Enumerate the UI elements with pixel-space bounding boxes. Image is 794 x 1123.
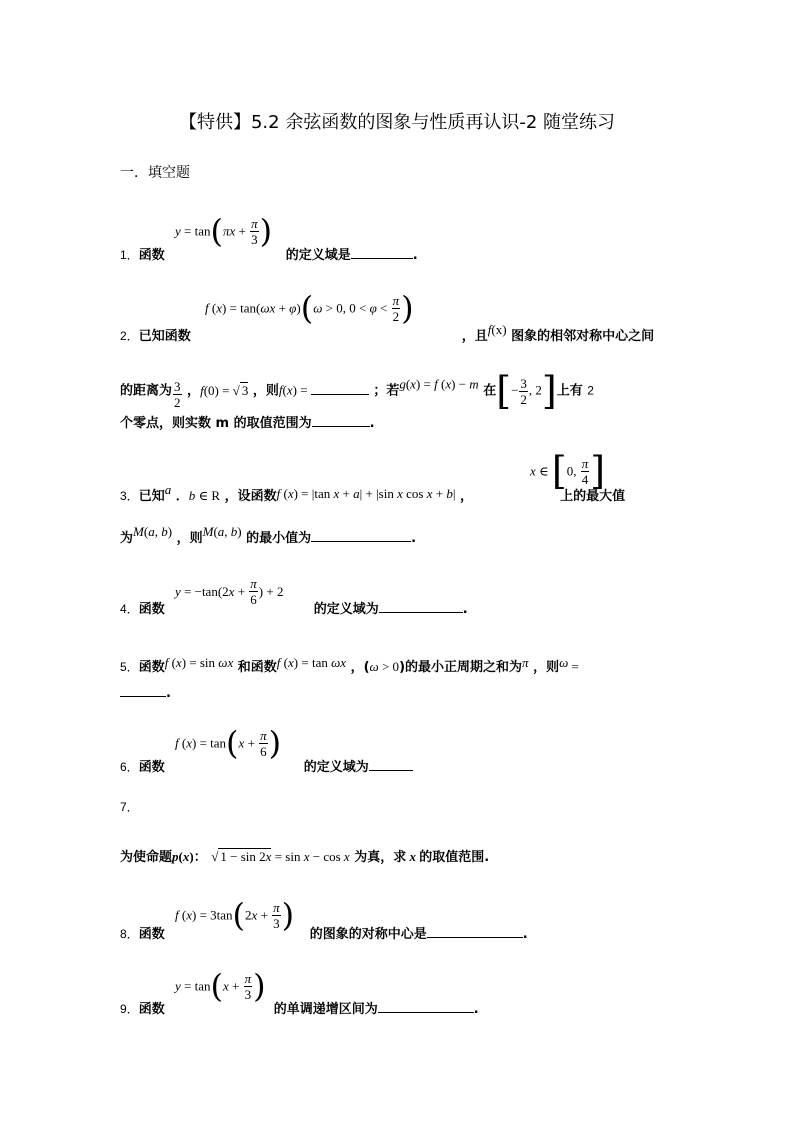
- question-5-line-2: .: [120, 684, 171, 701]
- q1-formula: y = tan(πx + $\frac{\pi}{3}$ ): [175, 212, 273, 250]
- question-1: 1．函数 的定义域是 .: [120, 248, 418, 263]
- question-2-line-3: 个零点，则实数 m 的取值范围为 .: [120, 416, 375, 431]
- answer-blank-8[interactable]: [427, 925, 523, 938]
- section-heading: 一．填空题: [120, 165, 190, 181]
- answer-blank-6[interactable]: [369, 758, 413, 771]
- question-9: 9．函数 的单调递增区间为 .: [120, 1002, 479, 1017]
- question-8: 8．函数 的图象的对称中心是 .: [120, 927, 528, 942]
- question-6: 6．函数 的定义域为: [120, 756, 413, 775]
- q8-formula: f (x) = 3tan(2x + $\frac{\pi}{3}$ ): [175, 896, 295, 934]
- answer-blank-5[interactable]: [120, 684, 166, 697]
- question-7: 为使命题p(x)： √ 1 − sin 2x = sin x − cos x 为真，求 x 的取值范围.: [120, 849, 490, 865]
- answer-blank-2b[interactable]: [312, 414, 370, 427]
- question-2-line-2: 的距离为 $\frac{3}{2}$ ，f(0) = √ 3 ，则f(x) = ；若g(x) = f (x) − m 在[− $\frac{3}{2}$ , 2]上有 2: [120, 369, 594, 413]
- question-4: 4．函数 的定义域为 .: [120, 602, 468, 617]
- answer-blank-3[interactable]: [311, 529, 411, 542]
- answer-blank-2a[interactable]: [311, 382, 369, 395]
- q2-formula: f (x) = tan(ωx + φ)(ω > 0, 0 < φ < $\frac{\pi}{2}$ ): [205, 289, 414, 327]
- answer-blank-1[interactable]: [351, 246, 413, 259]
- page-title: 【特供】5.2 余弦函数的图象与性质再认识-2 随堂练习: [178, 112, 615, 133]
- question-3-line-1: 3．已知a ．b ∈ R ，设函数f (x) = |tan x + a| + |sin x cos x + b| ， 上的最大值: [120, 482, 626, 504]
- question-7-number: 7．: [120, 800, 139, 814]
- answer-blank-4[interactable]: [379, 600, 463, 613]
- question-2-line-1: 2．已知函数 ，且f(x) 图象的相邻对称中心之间: [120, 322, 655, 344]
- answer-blank-9[interactable]: [378, 1000, 474, 1013]
- question-5-line-1: 5．函数f (x) = sin ωx 和函数f (x) = tan ωx ，(ω > 0)的最小正周期之和为π ，则ω =: [120, 655, 579, 675]
- question-3-line-2: 为M(a, b) ，则M(a, b) 的最小值为 .: [120, 524, 417, 546]
- q4-formula: y = −tan(2x + $\frac{\pi}{6}$ ) + 2: [175, 576, 284, 607]
- q6-formula: f (x) = tan(x + $\frac{\pi}{6}$ ): [175, 724, 282, 762]
- q9-formula: y = tan(x + $\frac{\pi}{3}$ ): [175, 967, 266, 1005]
- q3-interval: x ∈ [0, $\frac{\pi}{4}$ ]: [530, 449, 606, 493]
